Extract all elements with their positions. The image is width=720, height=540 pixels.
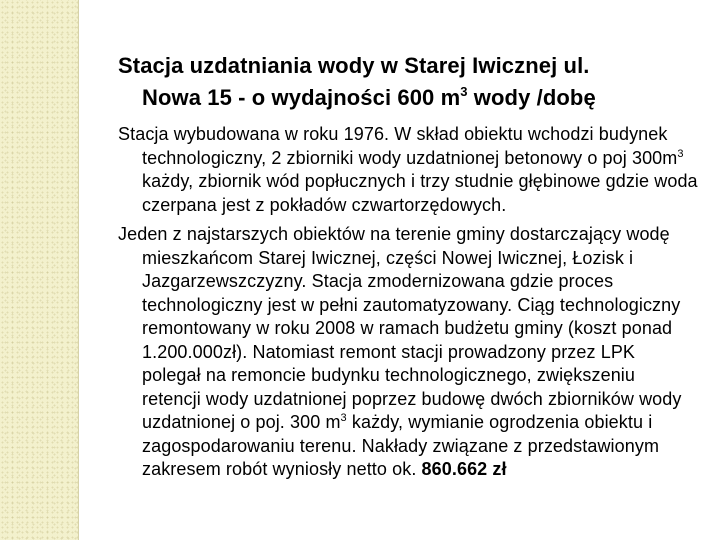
paragraph-1-text-start: Stacja wybudowana w roku 1976. W skład obiektu wchodzi budynek technologiczny, 2 zbiorniki wody uzdatnionej betonowy o poj 300m — [118, 124, 678, 168]
paragraph-2-superscript: 3 — [340, 412, 347, 424]
paragraph-2-text-end: każdy, wymianie ogrodzenia obiektu i zagospodarowaniu terenu. Nakłady związane z przedstawionym zakresem robót wyniosły netto ok. — [142, 412, 660, 479]
paragraph-station-history — [118, 223, 698, 482]
title-line-2-start: Nowa 15 - o wydajności 600 m — [142, 85, 461, 110]
title-superscript: 3 — [460, 84, 468, 99]
slide-content — [118, 50, 698, 482]
paragraph-1-superscript: 3 — [677, 147, 684, 160]
paragraph-2-text-start: Jeden z najstarszych obiektów na terenie gminy dostarczający wodę mieszkańcom Starej Iwicznej, części Nowej Iwicznej, Łozisk i Jazgarzewszczyzny. Stacja zmodernizowana gdzie proces technologiczny jest w pełni zautomatyzowany. Ciąg technologiczny remontowany w roku 2008 w ramach budżetu gminy (koszt ponad 1.200.000zł). Natomiast remont stacji prowadzony przez LPK polegał na remoncie budynku technologicznego, zwiększeniu retencji wody uzdatnionej poprzez budowę dwóch zbiorników wody uzdatnionej o poj. 300 m — [118, 224, 682, 432]
title-line-2-end: wody /dobę — [467, 85, 596, 110]
decorative-side-band — [0, 0, 79, 540]
paragraph-1-text-end: każdy, zbiornik wód popłucznych i trzy studnie głębinowe gdzie woda czerpana jest z pokładów czwartorzędowych. — [142, 171, 698, 215]
cost-amount: 860.662 zł — [421, 459, 507, 479]
paragraph-station-description — [118, 123, 698, 217]
slide-title — [118, 50, 698, 114]
title-line-1: Stacja uzdatniania wody w Starej Iwicznej ul. — [118, 53, 590, 78]
